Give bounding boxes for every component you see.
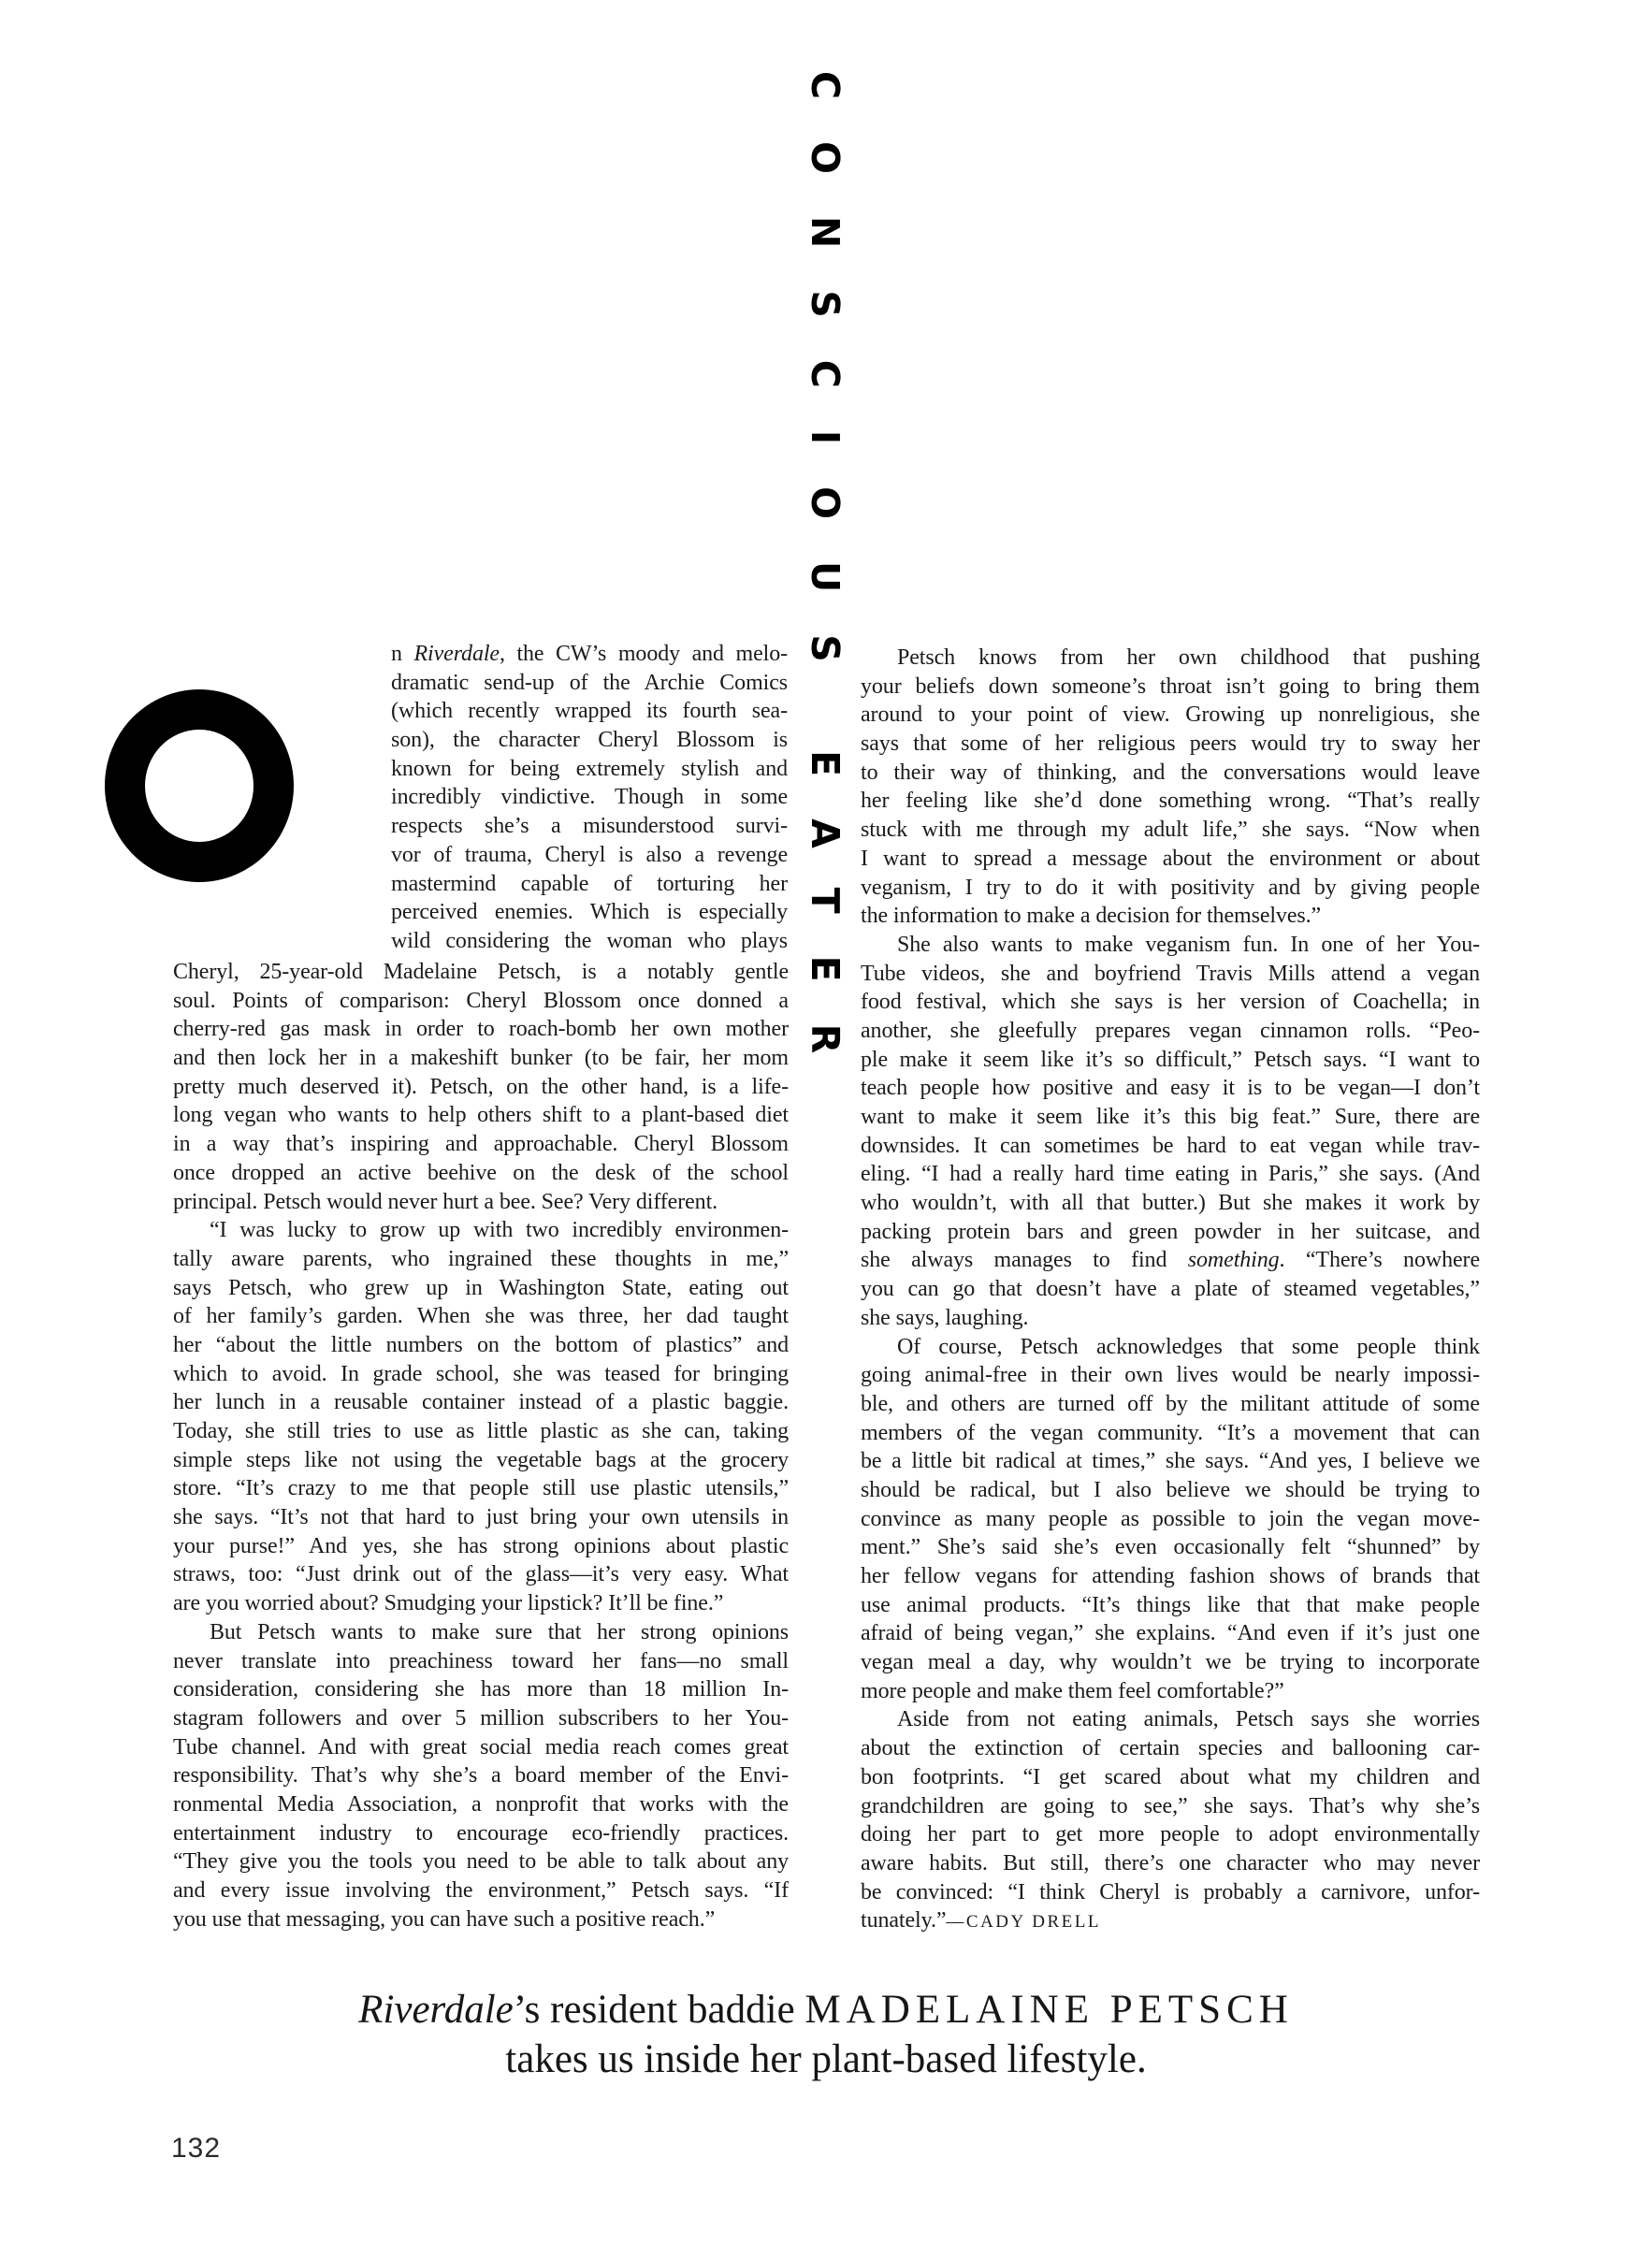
- text-line: responsibility. That’s why she’s a board member of the Envi-: [173, 1763, 789, 1789]
- text-line: (which recently wrapped its fourth sea-: [391, 699, 788, 724]
- text-line: soul. Points of comparison: Cheryl Blossom once donned a: [173, 988, 789, 1013]
- text-line: her “about the little numbers on the bottom of plastics” and: [173, 1332, 789, 1357]
- text-line: your beliefs down someone’s throat isn’t going to bring them: [861, 674, 1480, 699]
- text-line: long vegan who wants to help others shift to a plant-based diet: [173, 1103, 789, 1128]
- footer-caption: [0, 1985, 1652, 2084]
- text-line: says Petsch, who grew up in Washington State, eating out: [173, 1275, 789, 1300]
- text-line: to their way of thinking, and the conversations would leave: [861, 760, 1480, 785]
- text-line: members of the vegan community. “It’s a movement that can: [861, 1420, 1480, 1445]
- text-line: in a way that’s inspiring and approachable. Cheryl Blossom: [173, 1132, 789, 1157]
- text-line: store. “It’s crazy to me that people still use plastic utensils,”: [173, 1476, 789, 1501]
- text-line: and then lock her in a makeshift bunker (to be fair, her mom: [173, 1046, 789, 1071]
- text-line: ronmental Media Association, a nonprofit that works with the: [173, 1791, 789, 1817]
- text-line: her feeling like she’d done something wrong. “That’s really: [861, 789, 1480, 814]
- text-line: says that some of her religious peers would try to sway her: [861, 731, 1480, 757]
- text-line: n Riverdale, the CW’s moody and melo-: [391, 642, 788, 666]
- text-line: which to avoid. In grade school, she was teased for bringing: [173, 1361, 789, 1386]
- text-line: her fellow vegans for attending fashion shows of brands that: [861, 1564, 1480, 1588]
- text-line: around to your point of view. Growing up nonreligious, she: [861, 702, 1480, 728]
- text-line: simple steps like not using the vegetable bags at the grocery: [173, 1447, 789, 1472]
- text-line: Tube channel. And with great social media reach comes great: [173, 1734, 789, 1760]
- text-line: principal. Petsch would never hurt a bee. See? Very different.: [173, 1189, 718, 1214]
- text-line: “I was lucky to grow up with two incredibly environmen-: [210, 1218, 789, 1243]
- text-line: Aside from not eating animals, Petsch says she worries: [897, 1707, 1480, 1732]
- text-line: downsides. It can sometimes be hard to eat vegan while trav-: [861, 1133, 1480, 1158]
- article-column-left: [173, 958, 789, 1934]
- caption-line-2: takes us inside her plant-based lifestyle.: [505, 2037, 1147, 2081]
- text-line: perceived enemies. Which is especially: [391, 900, 788, 925]
- text-line: Cheryl, 25-year-old Madelaine Petsch, is a notably gentle: [173, 960, 789, 984]
- text-line: tally aware parents, who ingrained these thoughts in me,”: [173, 1246, 789, 1271]
- text-line: respects she’s a misunderstood survi-: [391, 814, 788, 839]
- text-line: she always manages to find something. “There’s nowhere: [861, 1248, 1480, 1273]
- dropcap-letter-o: [105, 689, 294, 882]
- text-line: bon footprints. “I get scared about what my children and: [861, 1764, 1480, 1789]
- text-line: consideration, considering she has more than 18 million In-: [173, 1677, 789, 1702]
- text-line: the information to make a decision for themselves.”: [861, 904, 1322, 929]
- text-line: be a little bit radical at times,” she says. “And yes, I believe we: [861, 1449, 1480, 1474]
- text-line: dramatic send-up of the Archie Comics: [391, 670, 788, 695]
- text-line: be convinced: “I think Cheryl is probably a carnivore, unfor-: [861, 1879, 1480, 1905]
- text-line: grandchildren are going to see,” she says. That’s why she’s: [861, 1793, 1480, 1818]
- text-line: vor of trauma, Cheryl is also a revenge: [391, 842, 788, 867]
- text-line: incredibly vindictive. Though in some: [391, 785, 788, 810]
- text-line: packing protein bars and green powder in her suitcase, and: [861, 1219, 1480, 1244]
- caption-line-1: Riverdale’s resident baddie MADELAINE PETSCH: [358, 1988, 1294, 2032]
- text-line: pretty much deserved it). Petsch, on the other hand, is a life-: [173, 1074, 789, 1099]
- text-line: eling. “I had a really hard time eating in Paris,” she says. (And: [861, 1162, 1480, 1187]
- text-line: your purse!” And yes, she has strong opinions about plastic: [173, 1533, 789, 1558]
- text-line: another, she gleefully prepares vegan cinnamon rolls. “Peo-: [861, 1018, 1480, 1043]
- text-line: wild considering the woman who plays: [391, 928, 788, 953]
- text-line: never translate into preachiness toward her fans—no small: [173, 1648, 789, 1673]
- text-line: of her family’s garden. When she was three, her dad taught: [173, 1304, 789, 1329]
- text-line: going animal-free in their own lives would be nearly impossi-: [861, 1363, 1480, 1388]
- text-line: she says, laughing.: [861, 1305, 1029, 1330]
- text-line: you use that messaging, you can have such a positive reach.”: [173, 1906, 716, 1932]
- page-number: 132: [171, 2133, 222, 2164]
- text-line: “They give you the tools you need to be able to talk about any: [173, 1849, 789, 1875]
- text-line: straws, too: “Just drink out of the glass—it’s very easy. What: [173, 1562, 789, 1587]
- text-line: veganism, I try to do it with positivity and by giving people: [861, 875, 1480, 900]
- text-line: Petsch knows from her own childhood that pushing: [897, 645, 1480, 670]
- text-line: known for being extremely stylish and: [391, 756, 788, 781]
- text-line: She also wants to make veganism fun. In one of her You-: [897, 932, 1480, 957]
- text-line: stuck with me through my adult life,” she says. “Now when: [861, 818, 1480, 843]
- vertical-headline: CONSCIOUS EATER: [803, 71, 848, 1096]
- text-line: ble, and others are turned off by the militant attitude of some: [861, 1391, 1480, 1416]
- text-line: convince as many people as possible to join the vegan move-: [861, 1506, 1480, 1531]
- text-line: I want to spread a message about the environment or about: [861, 846, 1480, 871]
- text-line: afraid of being vegan,” she explains. “And even if it’s just one: [861, 1621, 1480, 1646]
- text-line: entertainment industry to encourage eco-friendly practices.: [173, 1820, 789, 1846]
- text-line: stagram followers and over 5 million subscribers to her You-: [173, 1705, 789, 1731]
- text-line: and every issue involving the environment,” Petsch says. “If: [173, 1878, 789, 1903]
- text-line: mastermind capable of torturing her: [391, 871, 788, 896]
- text-line: teach people how positive and easy it is to be vegan—I don’t: [861, 1076, 1480, 1101]
- text-line: ple make it seem like it’s so difficult,” Petsch says. “I want to: [861, 1047, 1480, 1072]
- text-line: doing her part to get more people to adopt environmentally: [861, 1822, 1480, 1847]
- text-line: Today, she still tries to use as little plastic as she can, taking: [173, 1419, 789, 1443]
- text-line: aware habits. But still, there’s one character who may never: [861, 1850, 1480, 1876]
- author-byline: —CADY DRELL: [946, 1912, 1101, 1933]
- text-line: about the extinction of certain species and ballooning car-: [861, 1736, 1480, 1761]
- text-line: use animal products. “It’s things like that that make people: [861, 1592, 1480, 1617]
- text-line: ment.” She’s said she’s even occasionally felt “shunned” by: [861, 1535, 1480, 1560]
- caption-name: MADELAINE PETSCH: [804, 1988, 1294, 2032]
- text-line: who wouldn’t, with all that butter.) But she makes it work by: [861, 1191, 1480, 1216]
- text-line: should be radical, but I also believe we should be trying to: [861, 1477, 1480, 1502]
- text-line: once dropped an active beehive on the desk of the school: [173, 1160, 789, 1185]
- text-line: want to make it seem like it’s this big feat.” Sure, there are: [861, 1105, 1480, 1129]
- text-line: you can go that doesn’t have a plate of steamed vegetables,”: [861, 1277, 1480, 1302]
- text-line: are you worried about? Smudging your lipstick? It’ll be fine.”: [173, 1591, 724, 1616]
- text-line: her lunch in a reusable container instead of a plastic baggie.: [173, 1390, 789, 1415]
- text-line: Of course, Petsch acknowledges that some people think: [897, 1334, 1480, 1359]
- text-line: vegan meal a day, why wouldn’t we be trying to incorporate: [861, 1650, 1480, 1675]
- text-line: more people and make them feel comfortable?”: [861, 1678, 1284, 1703]
- text-line: cherry-red gas mask in order to roach-bomb her own mother: [173, 1017, 789, 1042]
- article-intro-paragraph: [391, 640, 788, 956]
- text-line: she says. “It’s not that hard to just bring your own utensils in: [173, 1505, 789, 1530]
- text-line: Tube videos, she and boyfriend Travis Mills attend a vegan: [861, 961, 1480, 986]
- text-line: son), the character Cheryl Blossom is: [391, 728, 788, 753]
- text-line: food festival, which she says is her version of Coachella; in: [861, 990, 1480, 1015]
- article-column-right: [861, 644, 1480, 1935]
- text-line: tunately.”—CADY DRELL: [861, 1908, 1101, 1934]
- text-line: But Petsch wants to make sure that her strong opinions: [210, 1619, 789, 1644]
